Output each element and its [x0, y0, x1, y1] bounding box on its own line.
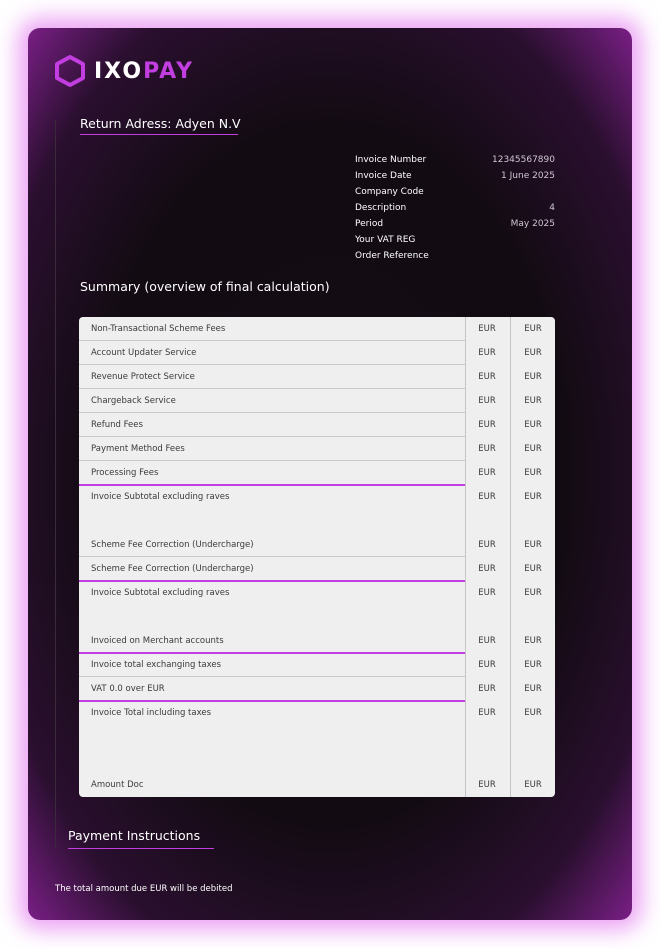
meta-row: [355, 152, 555, 168]
currency-cell: EUR: [524, 396, 542, 406]
meta-row: [355, 168, 555, 184]
meta-label: Order Reference: [355, 251, 429, 261]
row-label: Invoice total exchanging taxes: [91, 660, 222, 670]
row-label: Invoice Total including taxes: [91, 708, 212, 718]
currency-cell: EUR: [524, 444, 542, 454]
logo-text-white: IXO: [94, 58, 144, 84]
row-label: Non-Transactional Scheme Fees: [91, 324, 226, 334]
summary-title: Summary (overview of final calculation): [80, 279, 330, 294]
meta-value: 1 June 2025: [501, 171, 555, 181]
row-label: Invoice Subtotal excluding raves: [91, 588, 230, 598]
currency-cell: EUR: [524, 468, 542, 478]
row-label: Payment Method Fees: [91, 444, 185, 454]
hexagon-logo-icon: [54, 55, 86, 87]
meta-label: Invoice Date: [355, 171, 412, 181]
currency-cell: EUR: [478, 492, 496, 502]
row-label: Revenue Protect Service: [91, 372, 195, 382]
meta-label: Period: [355, 219, 384, 229]
currency-cell: EUR: [478, 348, 496, 358]
row-label: Processing Fees: [91, 468, 159, 478]
row-label: Refund Fees: [91, 420, 143, 430]
currency-cell: EUR: [524, 540, 542, 550]
currency-cell: EUR: [524, 588, 542, 598]
currency-cell: EUR: [524, 564, 542, 574]
row-label: VAT 0.0 over EUR: [91, 684, 165, 694]
currency-cell: EUR: [478, 540, 496, 550]
currency-cell: EUR: [524, 372, 542, 382]
currency-cell: EUR: [478, 324, 496, 334]
meta-value: 4: [549, 203, 555, 213]
meta-value: 12345567890: [492, 155, 555, 165]
currency-cell: EUR: [478, 444, 496, 454]
row-label: Invoice Subtotal excluding raves: [91, 492, 230, 502]
logo-wordmark: [94, 59, 194, 84]
currency-cell: EUR: [478, 636, 496, 646]
ixopay-logo: [54, 54, 194, 88]
currency-cell: EUR: [524, 636, 542, 646]
summary-table: [79, 317, 555, 797]
meta-row: [355, 232, 555, 248]
currency-cell: EUR: [524, 660, 542, 670]
invoice-meta: [355, 152, 555, 264]
currency-cell: EUR: [524, 324, 542, 334]
logo-text-accent: PAY: [143, 58, 195, 84]
left-rule: [55, 120, 56, 848]
row-label: Invoiced on Merchant accounts: [91, 636, 224, 646]
meta-row: [355, 248, 555, 264]
currency-cell: EUR: [524, 684, 542, 694]
currency-cell: EUR: [524, 492, 542, 502]
meta-label: Company Code: [355, 187, 424, 197]
currency-cell: EUR: [478, 708, 496, 718]
currency-cell: EUR: [478, 396, 496, 406]
currency-cell: EUR: [478, 660, 496, 670]
meta-label: Description: [355, 203, 407, 213]
payment-note: The total amount due EUR will be debited: [55, 884, 233, 894]
row-label: Chargeback Service: [91, 396, 176, 406]
currency-cell: EUR: [478, 684, 496, 694]
meta-row: [355, 200, 555, 216]
row-label: Account Updater Service: [91, 348, 197, 358]
currency-cell: EUR: [524, 348, 542, 358]
currency-cell: EUR: [478, 468, 496, 478]
row-label: Scheme Fee Correction (Undercharge): [91, 540, 254, 550]
payment-instructions-title: Payment Instructions: [68, 828, 214, 849]
invoice-card: [28, 28, 632, 920]
currency-cell: EUR: [478, 588, 496, 598]
row-label: Amount Doc: [91, 780, 144, 790]
currency-cell: EUR: [478, 780, 496, 790]
meta-row: [355, 184, 555, 200]
meta-label: Your VAT REG: [355, 235, 416, 245]
currency-cell: EUR: [524, 780, 542, 790]
currency-cell: EUR: [478, 420, 496, 430]
currency-cell: EUR: [478, 564, 496, 574]
return-address: Return Adress: Adyen N.V: [80, 116, 238, 135]
meta-row: [355, 216, 555, 232]
row-label: Scheme Fee Correction (Undercharge): [91, 564, 254, 574]
currency-cell: EUR: [524, 708, 542, 718]
currency-cell: EUR: [524, 420, 542, 430]
meta-value: May 2025: [510, 219, 555, 229]
meta-label: Invoice Number: [355, 155, 427, 165]
currency-cell: EUR: [478, 372, 496, 382]
